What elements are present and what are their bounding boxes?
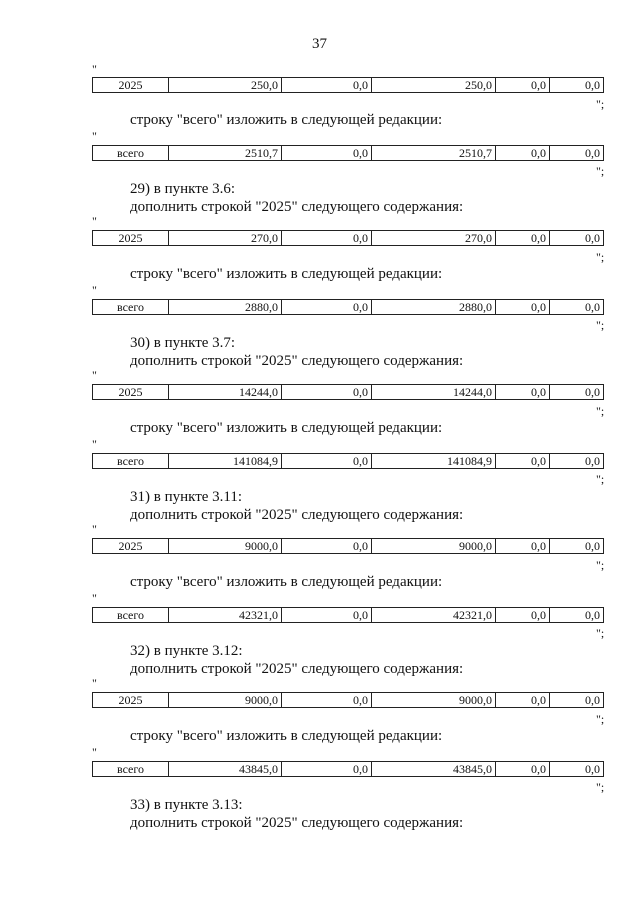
opening-quote: " bbox=[92, 745, 97, 759]
closing-quote: "; bbox=[596, 558, 605, 572]
paragraph-text: строку "всего" изложить в следующей редакции: bbox=[130, 266, 443, 282]
table-cell: 2880,0 bbox=[169, 300, 282, 315]
paragraph-text: 29) в пункте 3.6: bbox=[130, 181, 236, 197]
page-number: 37 bbox=[312, 36, 327, 52]
closing-quote: "; bbox=[596, 164, 605, 178]
paragraph-text: строку "всего" изложить в следующей редакции: bbox=[130, 728, 443, 744]
opening-quote: " bbox=[92, 591, 97, 605]
table-row bbox=[92, 692, 604, 708]
table-cell: 0,0 bbox=[282, 762, 372, 777]
table-cell: 0,0 bbox=[496, 608, 550, 623]
table-cell: 9000,0 bbox=[169, 693, 282, 708]
opening-quote: " bbox=[92, 522, 97, 536]
table-cell: 0,0 bbox=[496, 454, 550, 469]
table-cell: 270,0 bbox=[169, 231, 282, 246]
table-row bbox=[92, 299, 604, 315]
table-cell: 0,0 bbox=[550, 608, 604, 623]
paragraph-text: строку "всего" изложить в следующей редакции: bbox=[130, 420, 443, 436]
table-cell: 250,0 bbox=[372, 78, 496, 93]
table-cell: 2880,0 bbox=[372, 300, 496, 315]
table-row bbox=[92, 384, 604, 400]
table-cell: 0,0 bbox=[496, 762, 550, 777]
paragraph-text: дополнить строкой "2025" следующего содержания: bbox=[130, 353, 464, 369]
paragraph-text: строку "всего" изложить в следующей редакции: bbox=[130, 574, 443, 590]
closing-quote: "; bbox=[596, 626, 605, 640]
opening-quote: " bbox=[92, 283, 97, 297]
opening-quote: " bbox=[92, 62, 97, 76]
table-cell: 270,0 bbox=[372, 231, 496, 246]
table-cell: 0,0 bbox=[550, 762, 604, 777]
paragraph-text: 33) в пункте 3.13: bbox=[130, 797, 243, 813]
table-cell: всего bbox=[93, 146, 169, 161]
table-cell: 0,0 bbox=[550, 539, 604, 554]
table-cell: 9000,0 bbox=[372, 539, 496, 554]
closing-quote: "; bbox=[596, 472, 605, 486]
paragraph-text: 30) в пункте 3.7: bbox=[130, 335, 236, 351]
opening-quote: " bbox=[92, 676, 97, 690]
table-cell: 0,0 bbox=[282, 78, 372, 93]
table-cell: 0,0 bbox=[550, 146, 604, 161]
table-cell: 250,0 bbox=[169, 78, 282, 93]
closing-quote: "; bbox=[596, 250, 605, 264]
table-cell: 0,0 bbox=[496, 539, 550, 554]
table-cell: всего bbox=[93, 454, 169, 469]
table-row bbox=[92, 230, 604, 246]
paragraph-text: дополнить строкой "2025" следующего содержания: bbox=[130, 815, 464, 831]
table-cell: 0,0 bbox=[550, 693, 604, 708]
paragraph-text: дополнить строкой "2025" следующего содержания: bbox=[130, 507, 464, 523]
closing-quote: "; bbox=[596, 404, 605, 418]
table-cell: 0,0 bbox=[282, 231, 372, 246]
table-cell: 0,0 bbox=[282, 385, 372, 400]
table-cell: 0,0 bbox=[550, 231, 604, 246]
closing-quote: "; bbox=[596, 97, 605, 111]
table-cell: всего bbox=[93, 762, 169, 777]
table-row bbox=[92, 761, 604, 777]
table-cell: 141084,9 bbox=[372, 454, 496, 469]
paragraph-text: дополнить строкой "2025" следующего содержания: bbox=[130, 661, 464, 677]
paragraph-text: дополнить строкой "2025" следующего содержания: bbox=[130, 199, 464, 215]
paragraph-text: 31) в пункте 3.11: bbox=[130, 489, 243, 505]
opening-quote: " bbox=[92, 437, 97, 451]
table-cell: всего bbox=[93, 608, 169, 623]
table-row bbox=[92, 145, 604, 161]
paragraph-text: 32) в пункте 3.12: bbox=[130, 643, 243, 659]
table-cell: 43845,0 bbox=[372, 762, 496, 777]
table-row bbox=[92, 607, 604, 623]
table-cell: 43845,0 bbox=[169, 762, 282, 777]
table-cell: 9000,0 bbox=[372, 693, 496, 708]
closing-quote: "; bbox=[596, 318, 605, 332]
table-cell: 2510,7 bbox=[169, 146, 282, 161]
table-cell: 141084,9 bbox=[169, 454, 282, 469]
paragraph-text: строку "всего" изложить в следующей редакции: bbox=[130, 112, 443, 128]
table-cell: 0,0 bbox=[496, 385, 550, 400]
closing-quote: "; bbox=[596, 780, 605, 794]
table-row bbox=[92, 453, 604, 469]
table-cell: 2025 bbox=[93, 385, 169, 400]
table-cell: 0,0 bbox=[496, 300, 550, 315]
table-cell: 2510,7 bbox=[372, 146, 496, 161]
table-cell: 14244,0 bbox=[372, 385, 496, 400]
table-cell: 0,0 bbox=[282, 539, 372, 554]
table-cell: 0,0 bbox=[282, 608, 372, 623]
table-cell: 2025 bbox=[93, 231, 169, 246]
table-cell: 2025 bbox=[93, 693, 169, 708]
table-cell: 0,0 bbox=[282, 146, 372, 161]
table-cell: 42321,0 bbox=[372, 608, 496, 623]
closing-quote: "; bbox=[596, 712, 605, 726]
table-row bbox=[92, 77, 604, 93]
opening-quote: " bbox=[92, 129, 97, 143]
table-cell: 0,0 bbox=[550, 300, 604, 315]
table-cell: 0,0 bbox=[496, 231, 550, 246]
table-row bbox=[92, 538, 604, 554]
opening-quote: " bbox=[92, 214, 97, 228]
table-cell: 0,0 bbox=[282, 300, 372, 315]
table-cell: 0,0 bbox=[496, 146, 550, 161]
opening-quote: " bbox=[92, 368, 97, 382]
table-cell: 14244,0 bbox=[169, 385, 282, 400]
table-cell: 0,0 bbox=[550, 78, 604, 93]
table-cell: 42321,0 bbox=[169, 608, 282, 623]
table-cell: 0,0 bbox=[550, 454, 604, 469]
table-cell: 0,0 bbox=[282, 454, 372, 469]
table-cell: 0,0 bbox=[496, 693, 550, 708]
table-cell: 2025 bbox=[93, 78, 169, 93]
table-cell: 0,0 bbox=[282, 693, 372, 708]
table-cell: 0,0 bbox=[496, 78, 550, 93]
table-cell: 9000,0 bbox=[169, 539, 282, 554]
table-cell: 0,0 bbox=[550, 385, 604, 400]
table-cell: всего bbox=[93, 300, 169, 315]
table-cell: 2025 bbox=[93, 539, 169, 554]
